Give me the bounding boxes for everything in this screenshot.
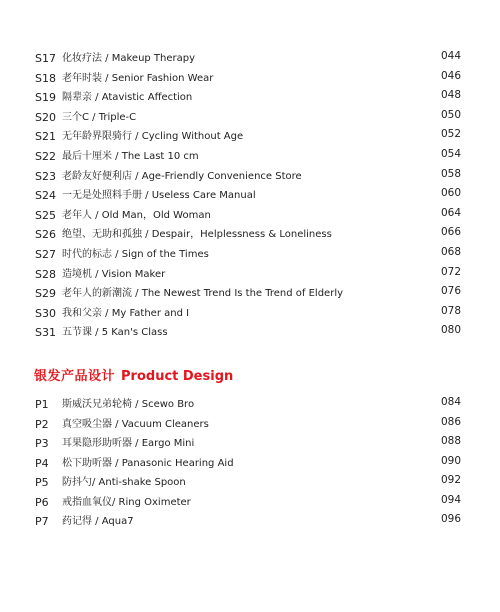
toc-entry-title: 防抖勺/ Anti-shake Spoon (62, 477, 186, 488)
toc-entry-code: S28 (35, 267, 56, 281)
toc-entry[interactable] (0, 476, 500, 496)
toc-entry-code: S25 (35, 208, 56, 222)
toc-entry-title: 老年人 / Old Man，Old Woman (62, 209, 211, 221)
toc-entry[interactable] (0, 415, 500, 438)
toc-entry[interactable] (0, 130, 500, 150)
toc-entry-page-number: 086 (441, 415, 462, 428)
toc-entry-code: P2 (35, 417, 49, 431)
toc-entry[interactable] (0, 265, 500, 288)
toc-entry-page-number: 080 (441, 324, 462, 337)
toc-entry-title: 戒指血氧仪/ Ring Oximeter (62, 496, 191, 508)
toc-entry[interactable] (0, 189, 500, 209)
toc-entry-code: S23 (35, 169, 56, 183)
toc-entry[interactable] (0, 245, 500, 268)
toc-entry-page-number: 058 (441, 167, 462, 180)
toc-entry-title: 真空吸尘器 / Vacuum Cleaners (62, 418, 209, 430)
toc-entry-code: S26 (35, 228, 56, 242)
toc-entry[interactable] (0, 454, 500, 477)
toc-entry-code: P3 (35, 437, 49, 450)
toc-entry-title: 绝望、无助和孤独 / Despair，Helplessness & Loneliness (62, 229, 332, 241)
toc-entry-title: 耳果隐形助听器 / Eargo Mini (62, 438, 195, 449)
toc-entry-code: P6 (35, 495, 49, 509)
toc-entry-code: S30 (35, 306, 56, 320)
toc-entry-title: 无年龄界限骑行 / Cycling Without Age (62, 131, 244, 143)
toc-entry[interactable] (0, 287, 500, 307)
toc-entry[interactable] (0, 108, 500, 131)
toc-entry-page-number: 090 (441, 454, 462, 467)
toc-entry[interactable] (0, 515, 500, 535)
toc-entry-page-number: 084 (441, 396, 462, 408)
toc-entry-page-number: 092 (441, 474, 462, 486)
toc-entry-title: 三个C / Triple-C (62, 111, 137, 123)
toc-entry[interactable] (0, 398, 500, 418)
toc-products-list (0, 398, 500, 535)
toc-entry-title: 时代的标志 / Sign of the Times (62, 248, 209, 260)
toc-entry-title: 药记得 / Aqua7 (62, 516, 134, 527)
toc-entry-code: S29 (35, 287, 56, 301)
toc-entry-code: S22 (35, 149, 56, 163)
toc-entry-code: S19 (35, 91, 56, 105)
toc-entry-page-number: 064 (441, 206, 462, 219)
toc-entry-code: P4 (35, 456, 49, 470)
toc-entry[interactable] (0, 493, 500, 516)
toc-entry-page-number: 088 (441, 435, 462, 447)
toc-entry-title: 一无是处照料手册 / Useless Care Manual (62, 190, 256, 202)
toc-entry[interactable] (0, 167, 500, 190)
toc-entry-page-number: 050 (441, 108, 462, 121)
toc-entry-code: S21 (35, 130, 56, 144)
toc-entry[interactable] (0, 326, 500, 346)
toc-entry-page-number: 052 (441, 128, 462, 141)
toc-entry-code: S31 (35, 326, 56, 340)
toc-entry-code: S17 (35, 52, 56, 65)
toc-entry-code: S18 (35, 71, 56, 85)
toc-stories-list (0, 52, 500, 346)
toc-entry[interactable] (0, 147, 500, 170)
toc-entry-page-number: 078 (441, 304, 462, 317)
toc-entry-title: 老年人的新潮流 / The Newest Trend Is the Trend of Elderly (62, 288, 344, 300)
toc-entry-title: 隔辈亲 / Atavistic Affection (62, 92, 193, 104)
toc-entry-code: P1 (35, 398, 49, 411)
toc-entry[interactable] (0, 437, 500, 457)
toc-entry[interactable] (0, 206, 500, 229)
toc-entry-title: 造境机 / Vision Maker (62, 268, 166, 280)
toc-entry-page-number: 044 (441, 50, 462, 62)
toc-entry-page-number: 066 (441, 226, 462, 239)
toc-entry[interactable] (0, 304, 500, 327)
toc-entry-page-number: 060 (441, 187, 462, 200)
toc-entry[interactable] (0, 52, 500, 72)
toc-entry-title: 我和父亲 / My Father and I (62, 307, 190, 319)
toc-entry-title: 松下助听器 / Panasonic Hearing Aid (62, 457, 234, 469)
section-heading-zh: 银发产品设计 (34, 369, 116, 384)
toc-entry-page-number: 076 (441, 285, 462, 298)
toc-entry-page-number: 096 (441, 513, 462, 525)
toc-entry[interactable] (0, 228, 500, 248)
toc-entry-title: 五节课 / 5 Kan's Class (62, 327, 168, 339)
toc-entry-page-number: 054 (441, 147, 462, 160)
toc-entry-title: 化妆疗法 / Makeup Therapy (62, 53, 196, 64)
toc-entry-page-number: 094 (441, 493, 462, 506)
toc-entry-page-number: 072 (441, 265, 462, 278)
toc-entry-page-number: 068 (441, 245, 462, 258)
toc-entry-code: P7 (35, 515, 49, 528)
toc-entry-title: 老年时装 / Senior Fashion Wear (62, 72, 214, 84)
toc-entry-page-number: 046 (441, 69, 462, 82)
section-heading-product-design (34, 369, 233, 385)
toc-entry-code: S27 (35, 247, 56, 261)
toc-entry-title: 斯威沃兄弟轮椅 / Scewo Bro (62, 399, 195, 410)
toc-entry-title: 最后十厘米 / The Last 10 cm (62, 150, 199, 162)
toc-entry[interactable] (0, 91, 500, 111)
toc-entry[interactable] (0, 69, 500, 92)
toc-entry-page-number: 048 (441, 89, 462, 102)
toc-entry-code: S20 (35, 110, 56, 124)
toc-entry-code: P5 (35, 476, 49, 489)
toc-entry-title: 老龄友好便利店 / Age-Friendly Convenience Store (62, 170, 302, 182)
section-heading-en: Product Design (121, 369, 234, 384)
toc-entry-code: S24 (35, 189, 56, 203)
